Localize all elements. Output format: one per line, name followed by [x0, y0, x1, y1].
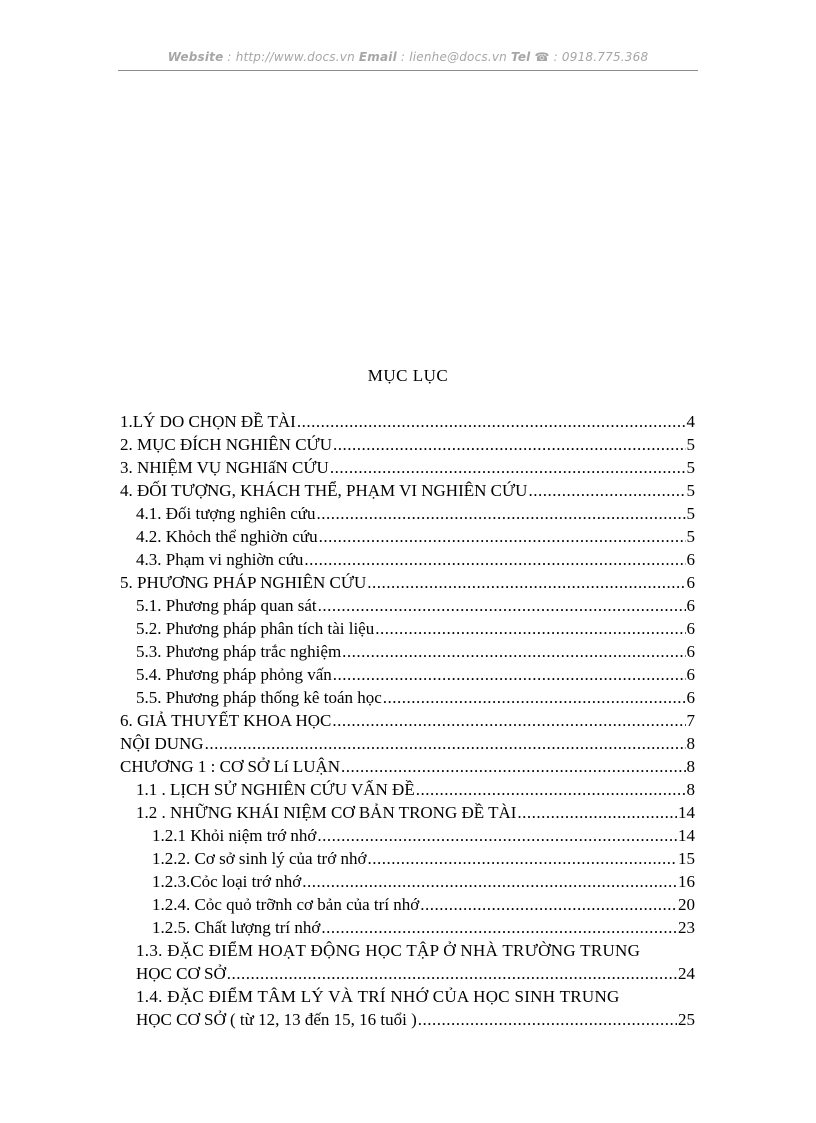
leader-dots — [342, 640, 685, 663]
tel-label: Tel — [510, 50, 531, 64]
leader-dots — [367, 847, 677, 870]
toc-entry-text: 1.2.4. Cỏc quỏ trỡnh cơ bản của trí nhớ — [152, 895, 420, 914]
toc-entry — [120, 548, 695, 571]
leader-dots — [333, 663, 686, 686]
toc-entry-page: 6 — [686, 619, 695, 638]
toc-entry-page: 6 — [686, 665, 695, 684]
email-label: Email — [358, 50, 397, 64]
toc-entry-text: 1.2.3.Cỏc loại trớ nhớ — [152, 872, 302, 891]
toc-entry — [120, 571, 695, 594]
leader-dots — [318, 594, 686, 617]
leader-dots — [304, 548, 685, 571]
toc-entry-text: 5.2. Phương pháp phân tích tài liệu — [136, 619, 375, 638]
toc-entry — [120, 525, 695, 548]
toc-entry — [120, 732, 695, 755]
toc-entry — [120, 778, 695, 801]
toc-entry — [120, 962, 695, 985]
toc-entry — [120, 847, 695, 870]
toc-entry-text: 1.LÝ DO CHỌN ĐỀ TÀI — [120, 412, 296, 431]
toc-entry-wrapped-line: 1.4. ĐẶC ĐIỂM TÂM LÝ VÀ TRÍ NHỚ CỦA HỌC SINH TRUNG — [136, 987, 620, 1006]
toc-entry — [120, 410, 695, 433]
toc-entry-page: 4 — [686, 412, 695, 431]
toc-entry-page: 20 — [678, 895, 695, 914]
toc-entry — [120, 755, 695, 778]
toc-entry-page: 5 — [686, 435, 695, 454]
leader-dots — [302, 870, 677, 893]
leader-dots — [383, 686, 686, 709]
leader-dots — [205, 732, 686, 755]
toc-entry-page: 5 — [686, 527, 695, 546]
toc-entry-page: 14 — [678, 826, 695, 845]
toc-entry — [120, 801, 695, 824]
toc-entry — [120, 433, 695, 456]
toc-entry-wrapped-line: 1.3. ĐẶC ĐIỂM HOẠT ĐỘNG HỌC TẬP Ở NHÀ TRƯỜNG TRUNG — [136, 941, 641, 960]
toc-entry — [120, 456, 695, 479]
toc-entry-page: 15 — [678, 849, 695, 868]
toc-entry-page: 7 — [686, 711, 695, 730]
toc-entry — [120, 916, 695, 939]
toc-entry — [120, 824, 695, 847]
toc-entry-page: 6 — [686, 642, 695, 661]
toc-entry-page: 16 — [678, 872, 695, 891]
toc-entry — [120, 502, 695, 525]
toc-entry-text: HỌC CƠ SỞ ( từ 12, 13 đến 15, 16 tuổi ) — [136, 1010, 417, 1029]
toc-entry-page: 5 — [686, 458, 695, 477]
toc-entry — [120, 640, 695, 663]
leader-dots — [333, 433, 686, 456]
leader-dots — [330, 456, 686, 479]
toc-entry-text: 5.4. Phương pháp phỏng vấn — [136, 665, 332, 684]
toc-entry-text: 1.2.5. Chất lượng trí nhớ — [152, 918, 321, 937]
toc-entry-text: 4.3. Phạm vi nghiờn cứu — [136, 550, 304, 569]
toc-entry-text: 6. GIẢ THUYẾT KHOA HỌC — [120, 711, 332, 730]
toc-entry-text: 1.1 . LỊCH SỬ NGHIÊN CỨU VẤN ĐỀ — [136, 780, 415, 799]
toc-entry — [120, 594, 695, 617]
page-header — [118, 50, 698, 64]
toc-entry-page: 5 — [686, 504, 695, 523]
leader-dots — [420, 893, 677, 916]
leader-dots — [317, 824, 677, 847]
toc-entry-page: 8 — [686, 734, 695, 753]
toc-entry-text: 4. ĐỐI TƯỢNG, KHÁCH THỂ, PHẠM VI NGHIÊN CỨU — [120, 481, 528, 500]
leader-dots — [297, 410, 686, 433]
toc-entry-page: 14 — [678, 803, 695, 822]
toc-entry-text: 5.1. Phương pháp quan sát — [136, 596, 317, 615]
toc-entry-page: 6 — [686, 550, 695, 569]
toc-entry — [120, 617, 695, 640]
tel-value: ☎ : 0918.775.368 — [530, 50, 649, 64]
leader-dots — [319, 525, 686, 548]
leader-dots — [341, 755, 685, 778]
table-of-contents — [120, 410, 695, 1031]
leader-dots — [528, 479, 685, 502]
leader-dots — [316, 502, 685, 525]
toc-entry-text: 5.5. Phương pháp thống kê toán học — [136, 688, 382, 707]
toc-title: MỤC LỤC — [367, 366, 449, 385]
toc-entry-page: 24 — [678, 964, 695, 983]
toc-entry-page: 6 — [686, 688, 695, 707]
toc-entry-page: 23 — [678, 918, 695, 937]
toc-entry-text: CHƯƠNG 1 : CƠ SỞ Lí LUẬN — [120, 757, 341, 776]
leader-dots — [332, 709, 685, 732]
toc-entry-page: 6 — [686, 573, 695, 592]
toc-entry — [120, 663, 695, 686]
toc-entry-page: 25 — [678, 1010, 695, 1029]
toc-entry-page: 5 — [686, 481, 695, 500]
toc-entry — [120, 870, 695, 893]
header-divider — [118, 70, 698, 71]
toc-entry-page: 8 — [686, 757, 695, 776]
toc-entry-text: 5. PHƯƠNG PHÁP NGHIÊN CỨU — [120, 573, 367, 592]
leader-dots — [227, 962, 677, 985]
leader-dots — [321, 916, 677, 939]
toc-entry — [120, 479, 695, 502]
toc-entry — [120, 709, 695, 732]
toc-entry-text: 4.2. Khỏch thể nghiờn cứu — [136, 527, 318, 546]
website-label: Website — [167, 50, 224, 64]
email-value: : lienhe@docs.vn — [396, 50, 511, 64]
toc-entry-text: 5.3. Phương pháp trắc nghiệm — [136, 642, 342, 661]
leader-dots — [517, 801, 677, 824]
leader-dots — [418, 1008, 677, 1031]
toc-entry-page: 6 — [686, 596, 695, 615]
toc-entry-page: 8 — [686, 780, 695, 799]
leader-dots — [416, 778, 686, 801]
toc-entry-text: 1.2 . NHỮNG KHÁI NIỆM CƠ BẢN TRONG ĐỀ TÀI — [136, 803, 517, 822]
toc-entry-text: 2. MỤC ĐÍCH NGHIÊN CỨU — [120, 435, 332, 454]
toc-entry-text: 1.2.2. Cơ sở sinh lý của trớ nhớ — [152, 849, 367, 868]
toc-entry-text: NỘI DUNG — [120, 734, 204, 753]
toc-entry-text: 1.2.1 Khỏi niệm trớ nhớ — [152, 826, 317, 845]
website-value: : http://www.docs.vn — [223, 50, 359, 64]
toc-entry-text: 3. NHIỆM VỤ NGHIấN CỨU — [120, 458, 329, 477]
toc-entry-text: 4.1. Đối tượng nghiên cứu — [136, 504, 316, 523]
toc-entry — [120, 1008, 695, 1031]
leader-dots — [367, 571, 685, 594]
leader-dots — [375, 617, 685, 640]
toc-entry-text: HỌC CƠ SỞ — [136, 964, 226, 983]
toc-entry — [120, 893, 695, 916]
toc-entry — [120, 686, 695, 709]
